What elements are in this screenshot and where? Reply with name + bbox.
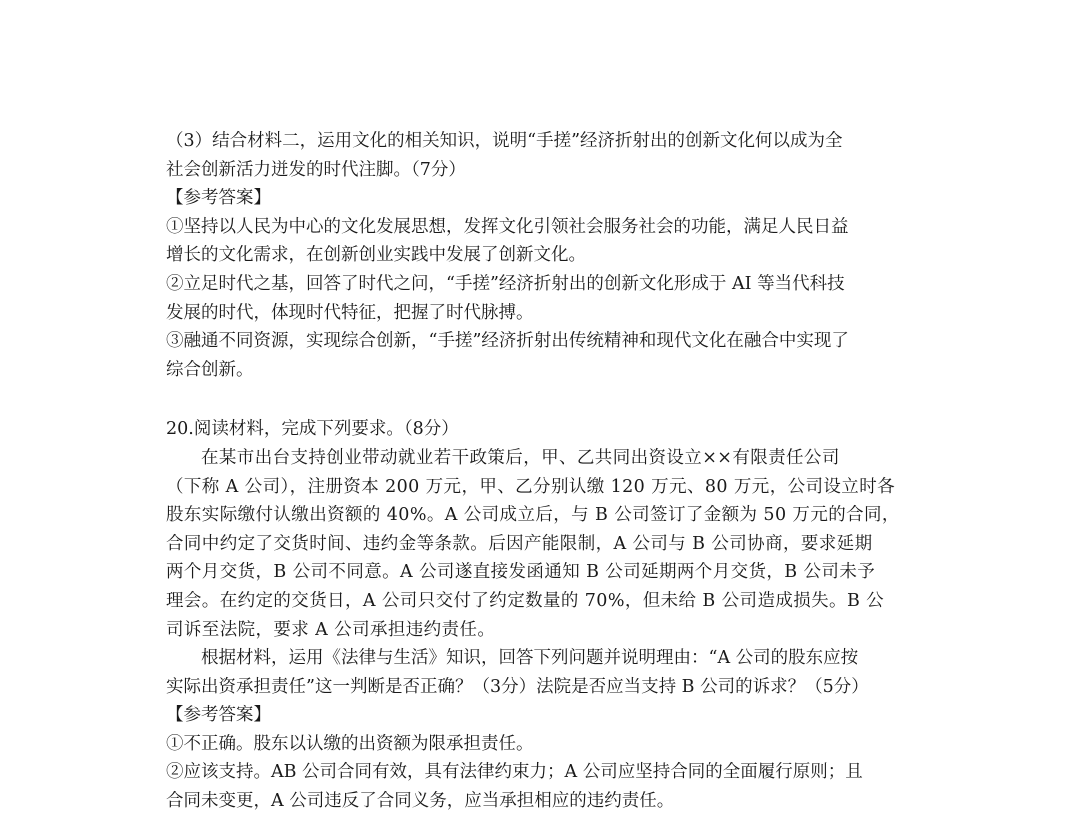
answer-line: 合同未变更，A 公司违反了合同义务，应当承担相应的违约责任。 [166, 791, 675, 812]
answer-line: ②应该支持。AB 公司合同有效，具有法律约束力；A 公司应坚持合同的全面履行原则；且 [166, 762, 863, 783]
answer-line: ①坚持以人民为中心的文化发展思想，发挥文化引领社会服务社会的功能，满足人民日益 [166, 216, 849, 237]
material-line: 在某市出台支持创业带动就业若干政策后，甲、乙共同出资设立××有限责任公司 [201, 447, 840, 468]
question-text-line: （3）结合材料二，运用文化的相关知识，说明“手搓”经济折射出的创新文化何以成为全 [166, 131, 843, 151]
section-gap [166, 384, 926, 415]
material-line: （下称 A 公司），注册资本 200 万元，甲、乙分别认缴 120 万元、80 万元，公司设立时各 [166, 476, 895, 497]
material-line: 司诉至法院，要求 A 公司承担违约责任。 [166, 619, 496, 640]
material-line: 股东实际缴付认缴出资额的 40%。A 公司成立后，与 B 公司签订了金额为 50 万元的合同， [166, 505, 900, 526]
answer-line: 增长的文化需求，在创新创业实践中发展了创新文化。 [166, 245, 586, 266]
answer-heading: 【参考答案】 [166, 188, 271, 209]
material-line: 理会。在约定的交货日，A 公司只交付了约定数量的 70%，但未给 B 公司造成损失。B 公 [166, 590, 885, 611]
answer-line: ①不正确。股东以认缴的出资额为限承担责任。 [166, 733, 534, 754]
question-19-3 [166, 127, 926, 384]
question-20 [166, 415, 926, 815]
question-paragraph [166, 644, 926, 701]
material-line: 合同中约定了交货时间、违约金等条款。后因产能限制，A 公司与 B 公司协商，要求延期 [166, 533, 873, 554]
material-line: 两个月交货，B 公司不同意。A 公司遂直接发函通知 B 公司延期两个月交货，B 公司未予 [166, 562, 876, 583]
answer-line: ③融通不同资源，实现综合创新，“手搓”经济折射出传统精神和现代文化在融合中实现了 [166, 331, 849, 352]
question-text-line: 根据材料，运用《法律与生活》知识，回答下列问题并说明理由：“A 公司的股东应按 [201, 648, 859, 669]
question-title: 20.阅读材料，完成下列要求。（8分） [166, 419, 459, 440]
question-text-line: 社会创新活力迸发的时代注脚。（7分） [166, 159, 466, 180]
material-paragraph [166, 444, 926, 644]
answer-heading: 【参考答案】 [166, 705, 271, 726]
answer-line: ②立足时代之基，回答了时代之问，“手搓”经济折射出的创新文化形成于 AI 等当代科技 [166, 273, 845, 294]
answer-line: 发展的时代，体现时代特征，把握了时代脉搏。 [166, 302, 534, 323]
question-text-line: 实际出资承担责任”这一判断是否正确？（3分）法院是否应当支持 B 公司的诉求？（5分） [166, 676, 869, 697]
answer-line: 综合创新。 [166, 359, 254, 380]
document-page [166, 127, 926, 816]
